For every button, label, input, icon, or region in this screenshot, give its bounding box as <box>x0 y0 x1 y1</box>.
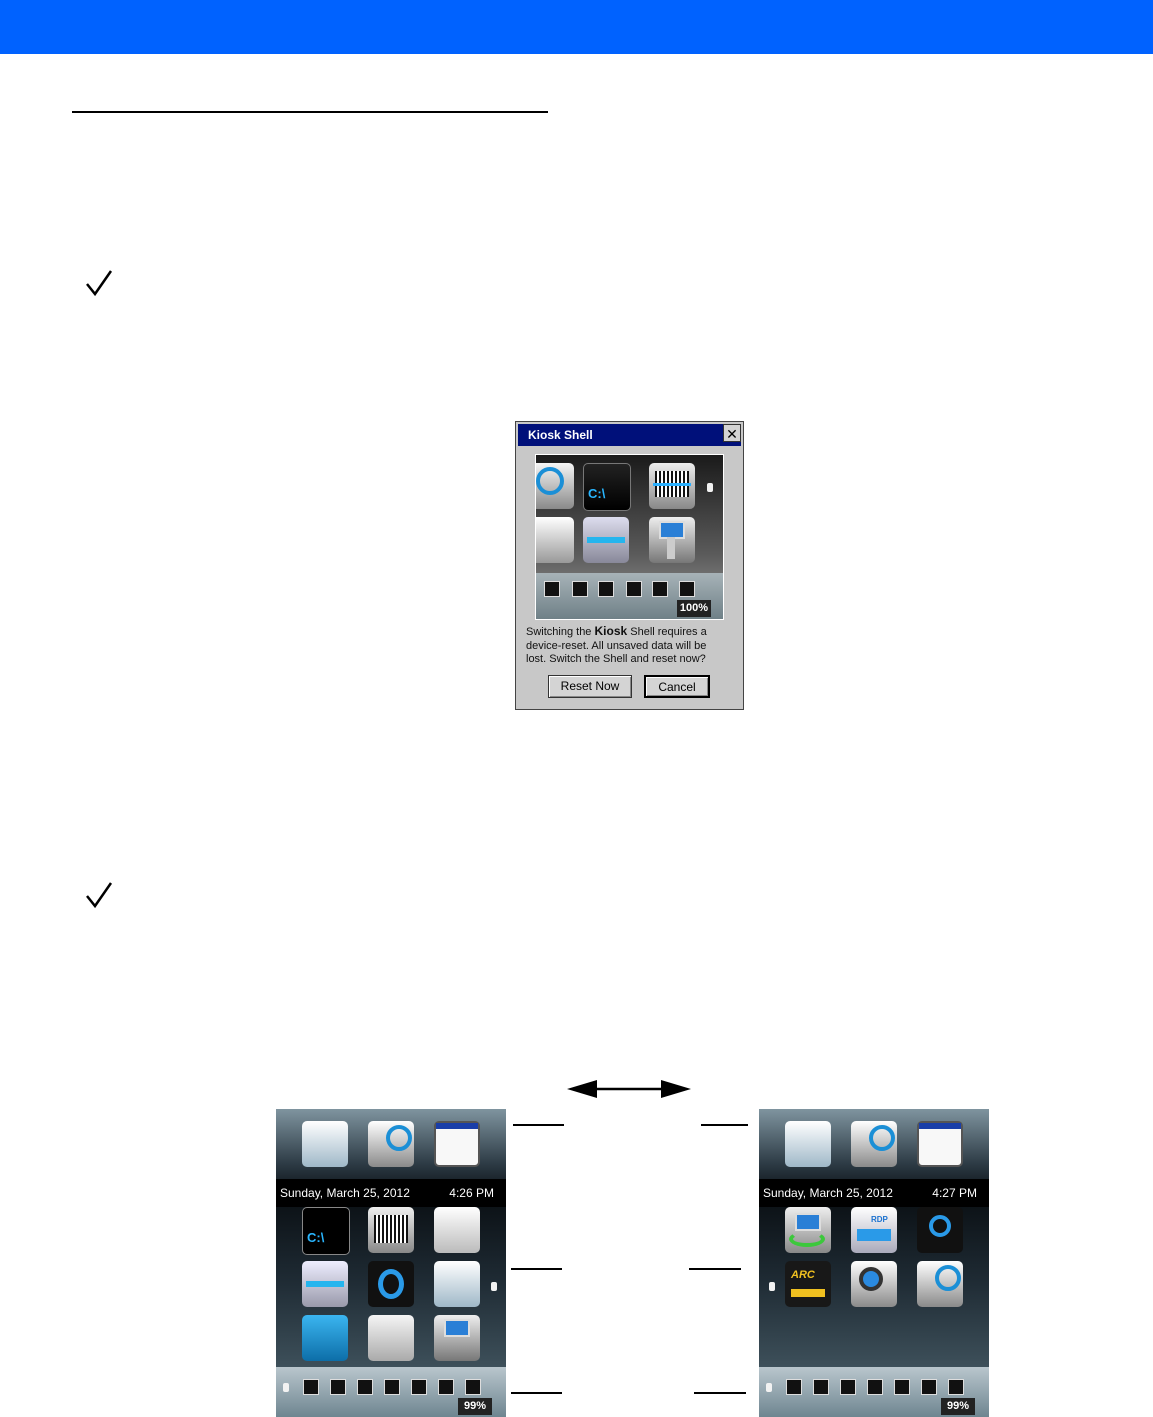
settings-gear-icon[interactable] <box>851 1121 897 1167</box>
checkmark-icon <box>84 268 114 298</box>
signal-icon <box>626 581 642 597</box>
kiosk-user-icon <box>649 517 695 563</box>
dialog-message <box>526 625 738 667</box>
status-bar <box>759 1367 989 1417</box>
callout-line <box>694 1392 746 1394</box>
callout-line <box>513 1124 564 1126</box>
page-indicator <box>769 1282 775 1291</box>
signature-icon[interactable] <box>434 1207 480 1253</box>
remote-desktop-icon[interactable]: RDP <box>851 1207 897 1253</box>
time-label: 4:26 PM <box>449 1186 494 1200</box>
window-icon[interactable] <box>917 1121 963 1167</box>
page-indicator <box>766 1383 772 1392</box>
command-prompt-icon: C:\ <box>583 463 631 511</box>
device-icon <box>572 581 588 597</box>
search-icon[interactable] <box>851 1261 897 1307</box>
kiosk-sync-icon[interactable] <box>785 1207 831 1253</box>
signal-icon[interactable] <box>357 1379 373 1395</box>
device-icon[interactable] <box>330 1379 346 1395</box>
usb-icon[interactable] <box>948 1379 964 1395</box>
kiosk-screen-page-2 <box>759 1109 989 1417</box>
usb-icon <box>679 581 695 597</box>
wireless-icon[interactable] <box>917 1207 963 1253</box>
checkmark-icon <box>84 880 114 910</box>
settings-gear-icon[interactable] <box>368 1121 414 1167</box>
close-button[interactable]: ✕ <box>723 424 741 442</box>
phone-icon[interactable] <box>384 1379 400 1395</box>
command-prompt-icon[interactable]: C:\ <box>302 1207 350 1255</box>
audio-wave-icon <box>583 517 629 563</box>
header-bar <box>0 0 1153 54</box>
date-label: Sunday, March 25, 2012 <box>280 1186 410 1200</box>
usb-icon[interactable] <box>465 1379 481 1395</box>
audio-wave-icon[interactable] <box>302 1261 348 1307</box>
phone-icon[interactable] <box>867 1379 883 1395</box>
cancel-button[interactable]: Cancel <box>644 675 710 698</box>
internet-explorer-icon[interactable] <box>368 1261 414 1307</box>
kiosk-user-icon[interactable] <box>434 1315 480 1361</box>
volume-icon[interactable] <box>438 1379 454 1395</box>
date-label: Sunday, March 25, 2012 <box>763 1186 893 1200</box>
word-document-icon[interactable] <box>785 1121 831 1167</box>
barcode-icon[interactable] <box>368 1207 414 1253</box>
page-indicator <box>707 483 713 492</box>
arc-transfer-icon[interactable]: ARC <box>785 1261 831 1307</box>
section-rule <box>72 111 548 113</box>
window-icon[interactable] <box>434 1121 480 1167</box>
signal-icon[interactable] <box>840 1379 856 1395</box>
barcode-icon <box>649 463 695 509</box>
kiosk-shell-dialog <box>515 421 744 710</box>
message-text: lost. Switch the Shell and reset now? <box>526 653 706 665</box>
folder-icon[interactable] <box>302 1315 348 1361</box>
device-icon[interactable] <box>813 1379 829 1395</box>
network-icon <box>544 581 560 597</box>
battery-percent: 99% <box>941 1398 975 1415</box>
signature-icon <box>535 517 574 563</box>
settings-app-icon <box>535 463 574 509</box>
message-text: Shell requires a <box>630 626 707 638</box>
callout-line <box>701 1124 748 1126</box>
message-shell-name: Kiosk <box>594 624 628 638</box>
battery-percent: 99% <box>458 1398 492 1415</box>
handshake-icon[interactable] <box>368 1315 414 1361</box>
windows-icon <box>598 581 614 597</box>
kiosk-preview-screenshot <box>535 454 724 620</box>
double-arrow-icon <box>565 1078 693 1100</box>
word-document-icon[interactable] <box>302 1121 348 1167</box>
callout-line <box>511 1392 562 1394</box>
callout-line <box>689 1268 741 1270</box>
network-icon[interactable] <box>303 1379 319 1395</box>
page-indicator <box>491 1282 497 1291</box>
settings-gear-icon[interactable] <box>917 1261 963 1307</box>
keyboard-icon[interactable] <box>411 1379 427 1395</box>
time-label: 4:27 PM <box>932 1186 977 1200</box>
reset-now-button[interactable]: Reset Now <box>548 675 632 698</box>
network-icon[interactable] <box>786 1379 802 1395</box>
kiosk-screen-page-1 <box>276 1109 506 1417</box>
dialog-title: Kiosk Shell <box>518 424 741 446</box>
date-time-bar <box>759 1179 989 1207</box>
status-bar <box>276 1367 506 1417</box>
page-indicator <box>283 1383 289 1392</box>
volume-icon <box>652 581 668 597</box>
date-time-bar <box>276 1179 506 1207</box>
message-text: Switching the <box>526 626 592 638</box>
battery-percent: 100% <box>677 600 711 617</box>
keyboard-icon[interactable] <box>894 1379 910 1395</box>
message-text: device-reset. All unsaved data will be <box>526 639 707 652</box>
word-document-icon[interactable] <box>434 1261 480 1307</box>
volume-icon[interactable] <box>921 1379 937 1395</box>
callout-line <box>511 1268 562 1270</box>
